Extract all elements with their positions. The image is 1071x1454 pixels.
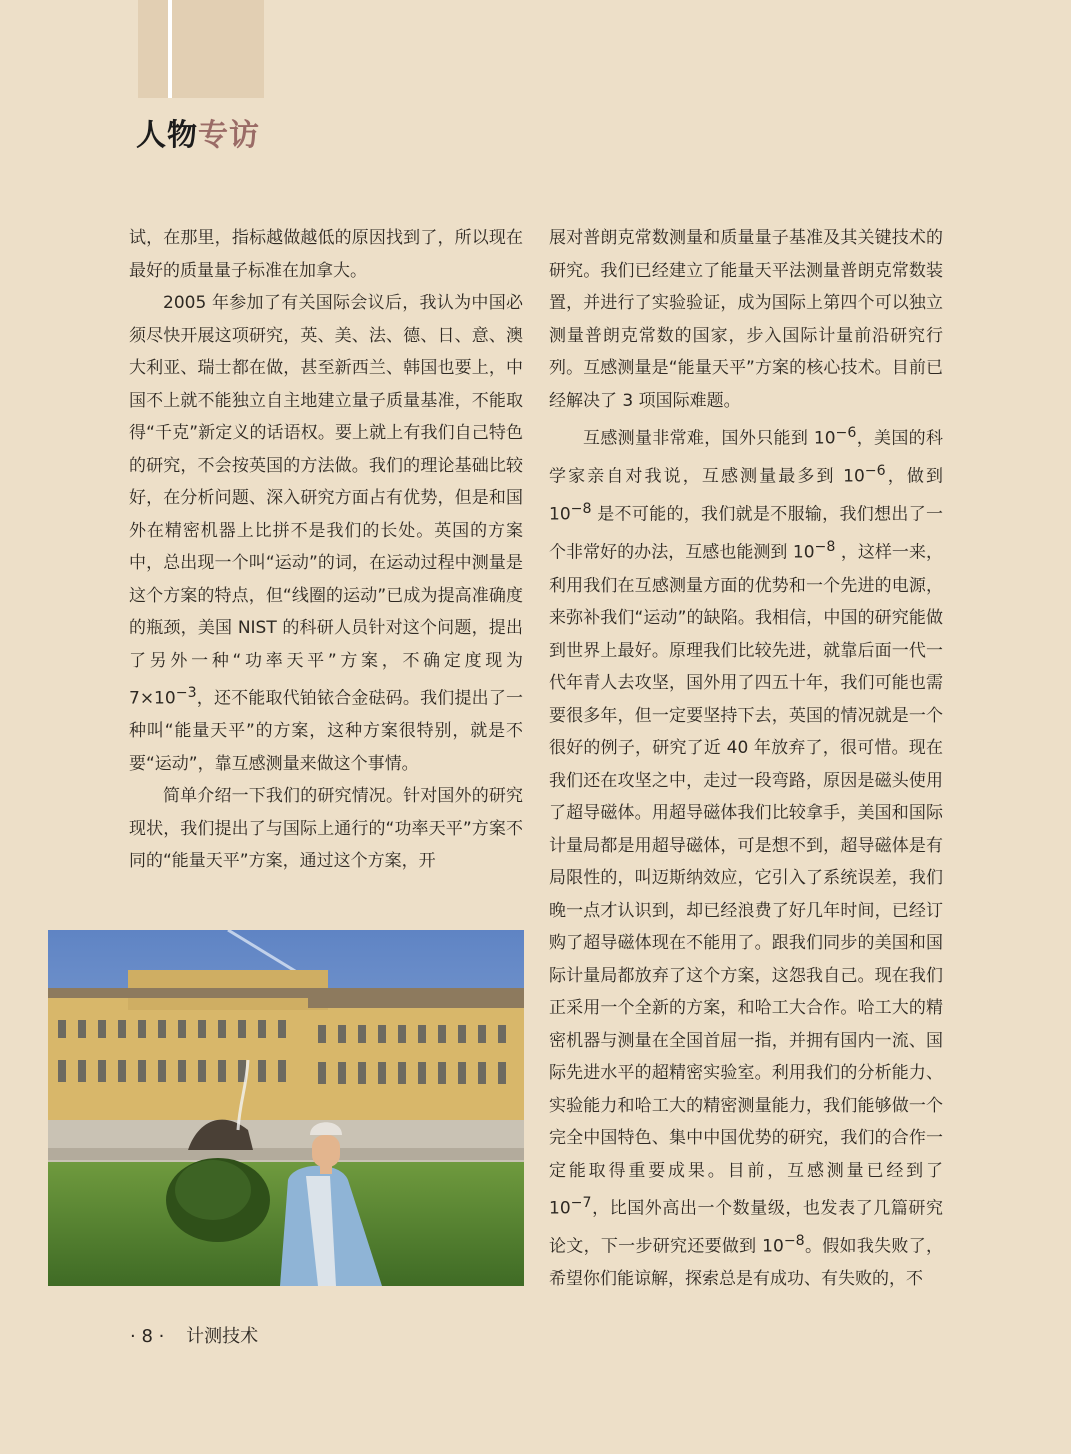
right-p2-exp3: −8 xyxy=(570,501,592,518)
tab-stripe xyxy=(168,0,172,98)
photo-illustration xyxy=(48,930,524,1286)
page-number: · 8 · xyxy=(130,1326,165,1347)
right-paragraph-1: 展对普朗克常数测量和质量量子基准及其关键技术的研究。我们已经建立了能量天平法测量普朗克常数装置，并进行了实验验证，成为国际上第四个可以独立测量普朗克常数的国家，步入国际计量前沿研究行列。互感测量是“能量天平”方案的核心技术。目前已经解决了 3 项国际难题。 xyxy=(549,228,943,411)
left-paragraph-3: 简单介绍一下我们的研究情况。针对国外的研究现状，我们提出了与国际上通行的“功率天平”方案不同的“能量天平”方案，通过这个方案，开 xyxy=(129,786,523,872)
right-p2-e: ，这样一来，利用我们在互感测量方面的优势和一个先进的电源，来弥补我们“运动”的缺陷。我相信，中国的研究能做到世界上最好。原理我们比较先进，就靠后面一代一代年青人去攻坚，国外用了四五十年，我们可能也需要很多年，但一定要坚持下去，英国的情况就是一个很好的例子，研究了近 40 年放弃了，很可惜。现在我们还在攻坚之中，走过一段弯路，原因是磁头使用了超导磁体。用超导磁体我们比较拿手，美国和国际计量局都是用超导磁体，可是想不到，超导磁体是有局限性的，叫迈斯纳效应，它引入了系统误差，我们晚一点才认识到，却已经浪费了好几年时间，已经订购了超导磁体现在不能用了。跟我们同步的美国和国际计量局都放弃了这个方案，这怨我自己。现在我们正采用一个全新的方案，和哈工大合作。哈工大的精密机器与测量在全国首屈一指，并拥有国内一流、国际先进水平的超精密实验室。利用我们的分析能力、实验能力和哈工大的精密测量能力，我们能够做一个完全中国特色、集中中国优势的研究，我们的合作一定能取得重要成果。目前，互感测量已经到了 10 xyxy=(549,543,943,1219)
right-p2-exp2: −6 xyxy=(864,463,886,480)
left-paragraph-1: 试，在那里，指标越做越低的原因找到了，所以现在最好的质量量子标准在加拿大。 xyxy=(129,228,523,281)
left-p2-text: 2005 年参加了有关国际会议后，我认为中国必须尽快开展这项研究，英、美、法、德、日、意、澳大利亚、瑞士都在做，甚至新西兰、韩国也要上，中国不上就不能独立自主地建立量子质量基准，不能取得“千克”新定义的话语权。要上就上有我们自己特色的研究，不会按英国的方法做。我们的理论基础比较好，在分析问题、深入研究方面占有优势，但是和国外在精密机器上比拼不是我们的长处。英国的方案中，总出现一个叫“运动”的词，在运动过程中测量是这个方案的特点，但“线圈的运动”已成为提高准确度的瓶颈，美国 NIST 的科研人员针对这个问题，提出了另外一种“功率天平”方案，不确定度现为 7×10 xyxy=(129,293,523,709)
section-title xyxy=(136,110,260,154)
journal-name: 计测技术 xyxy=(186,1326,259,1347)
right-paragraph-2 xyxy=(549,417,943,1296)
section-title-part1: 人物 xyxy=(136,118,198,153)
left-paragraph-2 xyxy=(129,287,523,780)
left-column xyxy=(129,222,523,878)
section-title-part2: 专访 xyxy=(198,118,260,153)
left-p2-tail: ，还不能取代铂铱合金砝码。我们提出了一种叫“能量天平”的方案，这种方案很特别，就是不要“运动”，靠互感测量来做这个事情。 xyxy=(129,688,523,774)
right-p2-f: ，比国外高出一个数量级，也发表了几篇研究论文，下一步研究还要做到 10 xyxy=(549,1198,943,1257)
top-decorative-tab xyxy=(138,0,264,98)
right-p2-a: 互感测量非常难，国外只能到 10 xyxy=(583,428,836,449)
left-p2-exponent: −3 xyxy=(175,685,197,701)
right-p2-g: 。假如我失败了，希望你们能谅解，探索总是有成功、有失败的，不 xyxy=(549,1236,944,1290)
page-footer xyxy=(130,1322,258,1348)
right-p2-exp6: −8 xyxy=(783,1233,805,1250)
right-p2-d: 是不可能的，我们就是不服输，我们想出了一个非常好的办法，互感也能测到 10 xyxy=(549,504,943,564)
right-p2-exp1: −6 xyxy=(835,425,857,441)
right-p2-c: ，做到 10 xyxy=(549,466,943,525)
right-p2-exp4: −8 xyxy=(814,539,836,556)
right-p2-b: ，美国的科学家亲自对我说，互感测量最多到 10 xyxy=(549,428,943,487)
right-p2-exp5: −7 xyxy=(570,1195,592,1212)
right-column xyxy=(549,222,943,1296)
palace-portrait-photo xyxy=(48,930,524,1286)
